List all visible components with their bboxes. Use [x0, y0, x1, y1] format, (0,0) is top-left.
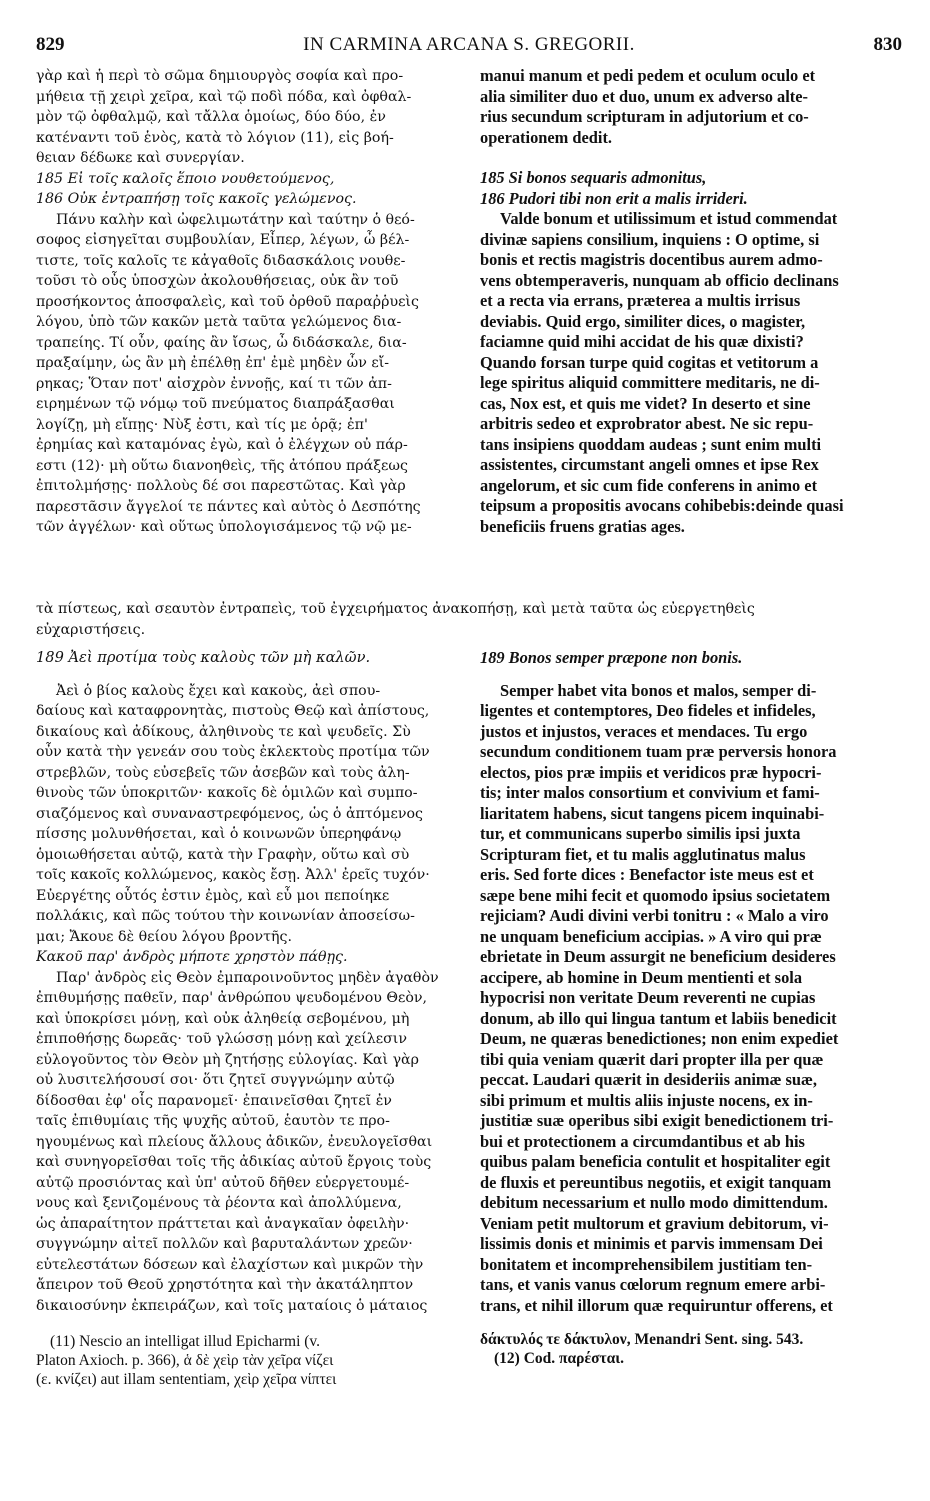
text-line: teipsum a propositis avocans cohibebis:deinde quasi — [480, 496, 844, 515]
running-title: IN CARMINA ARCANA S. GREGORII. — [303, 34, 635, 55]
text-line: ἐπιθυμήσῃς παθεῖν, παρ' ἀνθρώπου ψευδομένου Θεὸν, — [36, 990, 428, 1006]
text-line: sibi primum et multis aliis injuste nocens, ex in- — [480, 1090, 813, 1110]
text-line: ειρημένων τῷ νόμῳ τοῦ πνεύματος διαπράξασθαι — [36, 396, 395, 412]
footnote-line: Platon Axioch. p. 366), ἁ δὲ χεὶρ τὰν χεῖρα νίζει — [36, 1352, 334, 1369]
text-line: δικαιοσύνην ἐκπειράζων, καὶ τοῖς ματαίοις ὁ μάταιος — [36, 1297, 428, 1314]
text-line: κατέναντι τοῦ ἑνὸς, κατὰ τὸ λόγιον (11), εἰς βοή- — [36, 129, 394, 146]
text-line: hypocrisi non veritate Deum reverenti ne cupias — [480, 988, 816, 1007]
text-line: liaritatem habens, sicut tangens picem inquinabi- — [480, 803, 825, 823]
text-line: divinæ sapiens consilium, inquiens : O optime, si — [480, 229, 820, 249]
text-line: τὰ πίστεως, καὶ σεαυτὸν ἐντραπεὶς, τοῦ ἐγχειρήματος ἀνακοπήσῃ, καὶ μετὰ ταῦτα ὡς εὐεργετηθεὶς — [36, 601, 755, 617]
text-line: Scripturam fiet, et tu malis agglutinatus malus — [480, 844, 806, 864]
text-line: τιστε, τοῖς καλοῖς τε κἀγαθοῖς διδασκάλοις νουθε- — [36, 252, 406, 269]
footnote-line: (11) Nescio an intelligat illud Epicharmi (v. — [50, 1333, 321, 1350]
footnotes-right — [480, 1330, 902, 1368]
text-line: γὰρ καὶ ἡ περὶ τὸ σῶμα δημιουργὸς σοφία καὶ προ- — [36, 68, 404, 84]
text-line: καὶ συνηγορεῖσθαι τοῖς τῆς ἀδικίας αὐτοῦ ἔργοις τοὺς — [36, 1154, 432, 1170]
text-line: ἐπιτολμήσῃς· πολλοὺς δέ σοι παρεστῶτας. Καὶ γὰρ — [36, 478, 406, 494]
text-line: ligentes et contemptores, Deo fideles et infideles, — [480, 701, 816, 720]
footnote-line: (ε. κνίζει) aut illam sententiam, χεὶρ χεῖρα νίπτει — [36, 1371, 337, 1388]
text-line: θινοὺς τῶν ὑποκριτῶν· κακοῖς δὲ ὁμιλῶν καὶ συμπο- — [36, 785, 418, 801]
text-line: assistentes, circumstant angeli omnes et ipse Rex — [480, 455, 819, 474]
greek-verse-189-commentary — [36, 681, 466, 948]
text-line: ρηκας; Ὅταν ποτ' αἰσχρὸν ἐννοῇς, καί τι τῶν ἀπ- — [36, 375, 392, 392]
text-line: εστι (12)· μὴ οὕτω διανοηθεὶς, τῆς ἀτόπου πράξεως — [36, 457, 408, 474]
text-line: justitiæ suæ operibus sibi exigit benedictionem tri- — [480, 1111, 834, 1130]
text-line: δαίους καὶ καταφρονητὰς, πιστοὺς Θεῷ καὶ ἀπίστους, — [36, 703, 430, 719]
text-line: δικαίους καὶ ἀδίκους, ἀληθινοὺς τε καὶ ψευδεῖς. Σὺ — [36, 723, 411, 740]
text-line: ἄπειρον τοῦ Θεοῦ χρηστότητα καὶ τὴν ἀκατάληπτον — [36, 1277, 414, 1293]
right-column-lower — [480, 648, 902, 1368]
text-line: νους καὶ ξενιζομένους τὰ ῥέοντα καὶ ἀπολλύμενα, — [36, 1195, 402, 1211]
text-line: ne unquam beneficium accipias. » A viro qui præ — [480, 926, 822, 946]
text-line: σοφος εἰσηγεῖται συμβουλίαν, Εἶπερ, λέγων, ὦ βέλ- — [36, 232, 410, 248]
verse-186-greek: 186 Οὐκ ἐντραπήσῃ τοῖς κακοῖς γελώμενος. — [36, 191, 357, 207]
text-line: εὐτελεστάτων δόσεων καὶ ἐλαχίστων καὶ μικρῶν τὴν — [36, 1256, 424, 1273]
text-line: donum, ab illo qui lingua tantum et labiis benedicit — [480, 1008, 837, 1028]
text-line: μήθεια τῇ χειρὶ χεῖρα, καὶ τῷ ποδὶ πόδα, καὶ ὀφθαλ- — [36, 88, 412, 105]
text-line: λόγου, ὑπὸ τῶν κακῶν μετὰ ταῦτα γελώμενος δια- — [36, 314, 402, 330]
text-line: Valde bonum et utilissimum et istud commendat — [500, 209, 838, 228]
text-line: eris. Sed forte dices : Benefactor iste meus est et — [480, 865, 814, 884]
text-line: justos et injustos, veraces et mendaces. Tu ergo — [480, 721, 808, 741]
text-line: lissimis donis et minimis et parvis immensam Dei — [480, 1234, 823, 1253]
text-line: συγγνώμην αἰτεῖ πολλῶν καὶ βαρυταλάντων χρεῶν· — [36, 1236, 413, 1252]
text-line: tur, et communicans superbo similis ipsi juxta — [480, 824, 801, 843]
text-line: sæpe bene mihi fecit et quomodo ipsius societatem — [480, 885, 831, 905]
text-line: εὐχαριστήσεις. — [36, 621, 146, 638]
verse-189-greek: 189 Ἀεὶ προτίμα τοὺς καλοὺς τῶν μὴ καλῶν. — [36, 649, 371, 666]
text-line: operationem dedit. — [480, 127, 613, 147]
text-line: πραξαίμην, ὡς ἂν μὴ ἐπέλθῃ ἐπ' ἐμὲ μηδὲν ὧν εἴ- — [36, 355, 390, 371]
text-line: arbitris sedeo et exprobrator abest. Ne sic repu- — [480, 414, 814, 433]
text-line: et a recta via errans, præterea a multis irrisus — [480, 291, 801, 310]
verse-186-latin: 186 Pudori tibi non erit a malis irrideri. — [480, 188, 748, 208]
text-line: παρεστᾶσιν ἄγγελοί τε πάντες καὶ αὐτὸς ὁ Δεσπότης — [36, 498, 421, 515]
text-line: σιαζόμενος καὶ συναναστρεφόμενος, ὡς ὁ ἀπτόμενος — [36, 805, 423, 822]
text-line: οὖν κατὰ τὴν γενεάν σου τοὺς ἐκλεκτοὺς προτίμα τῶν — [36, 744, 430, 760]
text-line: ebrietate in Deum assurgit ne beneficium desideres — [480, 947, 836, 966]
footnote-12: (12) Cod. παρέσται. — [494, 1350, 624, 1367]
left-page-number: 829 — [36, 34, 65, 55]
text-line: πολλάκις, καὶ πῶς τούτου τὴν κοινωνίαν ἀποσείσω- — [36, 908, 415, 924]
text-line: στρεβλῶν, τοὺς εὐσεβεῖς τῶν ἀσεβῶν καὶ τοὺς ἀλη- — [36, 764, 410, 781]
verse-185-latin: 185 Si bonos sequaris admonitus, — [480, 168, 707, 187]
text-line: καὶ ὑποκρίσει μόνῃ, καὶ οὐκ ἀληθείᾳ σεβομένου, μὴ — [36, 1010, 410, 1027]
text-line: δίδοσθαι ἐφ' οἷς παρανομεῖ· ἐπαινεῖσθαι ζητεῖ ἐν — [36, 1092, 392, 1109]
text-line: Quando forsan turpe quid cogitas et vetitorum a — [480, 352, 819, 372]
verse-185-greek: 185 Εἰ τοῖς καλοῖς ἕποιο νουθετούμενος, — [36, 170, 335, 187]
text-line: ταῖς ἐπιθυμίαις τῆς ψυχῆς αὐτοῦ, ἑαυτὸν τε προ- — [36, 1113, 390, 1129]
text-line: Εὐεργέτης οὗτός ἐστιν ἐμὸς, καὶ εὖ μοι πεποίηκε — [36, 887, 390, 904]
text-line: accipere, ab homine in Deum mentienti et sola — [480, 967, 803, 987]
text-line: alia similiter duo et duo, unum ex adverso alte- — [480, 86, 808, 106]
latin-verse-189-commentary — [480, 681, 902, 1317]
text-line: trans, et nihil illorum quæ requiruntur offerens, et — [480, 1295, 833, 1315]
text-line: τοῖς κακοῖς κολλώμενος, κακὸς ἔσῃ. Ἀλλ' ἐρεῖς τυχόν· — [36, 867, 430, 883]
text-line: προσήκοντος ἀποσφαλεὶς, καὶ τοῦ ὀρθοῦ παραῤῥυεὶς — [36, 293, 419, 310]
latin-intro-paragraph — [480, 66, 902, 148]
text-line: ὁμοιωθήσεται αὐτῷ, κατὰ τὴν Γραφὴν, οὕτω καὶ σὺ — [36, 846, 410, 863]
text-line: quibus palam beneficia contulit et hospitaliter egit — [480, 1152, 831, 1171]
text-line: ηγουμένως καὶ πλείους ἄλλους ἀδικῶν, ἐνευλογεῖσθαι — [36, 1133, 433, 1150]
text-line: ἐρημίας καὶ καταμόνας ἐγὼ, καὶ ὁ ἐλέγχων οὐ πάρ- — [36, 437, 408, 453]
text-line: secundum conditionem tuam præ perversis honora — [480, 742, 837, 761]
text-line: αὐτῷ προσιόντας καὶ ὑπ' αὐτοῦ δῆθεν εὐεργετουμέ- — [36, 1174, 410, 1191]
text-line: electos, pios præ impiis et veridicos præ hypocri- — [480, 762, 822, 782]
text-line: Παρ' ἀνδρὸς εἰς Θεὸν ἐμπαροινοῦντος μηδὲν ἀγαθὸν — [56, 969, 439, 986]
greek-commentary-paragraph — [36, 210, 466, 538]
text-line: tibi quia veniam quærit dari propter illa per quæ — [480, 1049, 824, 1069]
verse-189-latin: 189 Bonos semper præpone non bonis. — [480, 648, 743, 667]
text-line: bui et protectionem a circumdantibus et ab his — [480, 1131, 805, 1151]
text-line: angelorum, et sic cum fide conferens in animo et — [480, 475, 818, 495]
text-line: de fluxis et pereuntibus negotiis, et exigit tanquam — [480, 1172, 832, 1192]
text-line: beneficiis fruens gratias ages. — [480, 516, 685, 536]
text-line: lege spiritus aliquid committere meditaris, ne di- — [480, 373, 820, 392]
text-line: τοῦσι τὸ οὖς ὑποσχὼν ἀκολουθήσειας, οὐκ ἂν τοῦ — [36, 273, 399, 289]
text-line: faciamne quid mihi accidat de his quæ dixisti? — [480, 332, 804, 351]
text-line: deviabis. Quid ergo, similiter dices, o magister, — [480, 311, 806, 331]
text-line: bonis et rectis magistris docentibus aurem admo- — [480, 250, 823, 269]
right-page-number: 830 — [873, 34, 902, 55]
text-line: cas, Nox est, et quis me videt? In deserto et sine — [480, 393, 811, 413]
footnote-11-continuation: δάκτυλός τε δάκτυλον, Menandri Sent. sing. 543. — [480, 1331, 804, 1348]
left-column-upper — [36, 66, 466, 538]
text-line: Ἀεὶ ὁ βίος καλοὺς ἔχει καὶ κακοὺς, ἀεὶ σπου- — [56, 682, 381, 699]
text-line: πίσσης μολυνθήσεται, καὶ ὁ κοινωνῶν ὑπερηφάνῳ — [36, 826, 402, 842]
text-line: ὡς ἀπαραίτητον πράττεται καὶ ἀναγκαῖαν ὀφειλὴν· — [36, 1215, 410, 1232]
text-line: Πάνυ καλὴν καὶ ὠφελιμωτάτην καὶ ταύτην ὁ θεό- — [56, 211, 415, 228]
text-line: bonitatem et incomprehensibilem justitiam ten- — [480, 1254, 813, 1274]
text-line: Deum, ne quæras benedictiones; non enim expediet — [480, 1029, 839, 1048]
text-line: vens obtemperaveris, nunquam ab officio declinans — [480, 270, 839, 290]
full-width-continuation — [36, 599, 902, 640]
footnote-11 — [36, 1332, 466, 1389]
text-line: Veniam petit multorum et gravium debitorum, vi- — [480, 1213, 829, 1233]
text-line: tans insipiens quoddam audeas ; sunt enim multi — [480, 434, 822, 454]
left-column-lower — [36, 648, 466, 1389]
text-line: rius secundum scripturam in adjutorium et co- — [480, 107, 809, 126]
greek-maxim-commentary — [36, 968, 466, 1317]
running-header — [36, 34, 902, 56]
text-line: debitum necessarium et nullo modo dimittendum. — [480, 1193, 828, 1212]
text-line: Semper habet vita bonos et malos, semper di- — [500, 680, 817, 700]
text-line: μαι; Ἄκουε δὲ θείου λόγου βροντῆς. — [36, 928, 292, 945]
greek-intro-paragraph — [36, 66, 466, 169]
text-line: μὸν τῷ ὀφθαλμῷ, καὶ τἄλλα ὁμοίως, δύο δύο, ἐν — [36, 109, 386, 125]
greek-quoted-maxim: Κακοῦ παρ' ἀνδρὸς μήποτε χρηστὸν πάθῃς. — [36, 949, 348, 965]
text-line: tans, et vanis vanus cœlorum regnum emere arbi- — [480, 1275, 826, 1294]
text-line: rejiciam? Audi divini verbi tonitru : « Malo a viro — [480, 906, 829, 925]
text-line: εὐλογοῦντος τὸν Θεὸν μὴ ζητήσῃς εὐλογίας. Καὶ γὰρ — [36, 1051, 419, 1068]
text-line: οὐ λυσιτελήσουσί σοι· ὅτι ζητεῖ συγγνώμην αὐτῷ — [36, 1072, 395, 1088]
text-line: τῶν ἀγγέλων· καὶ οὕτως ὑπολογισάμενος τῷ νῷ με- — [36, 519, 412, 535]
text-line: λογίζῃ, μὴ εἴπῃς· Νὺξ ἐστι, καὶ τίς με ὁρᾷ; ἐπ' — [36, 416, 368, 433]
latin-commentary-paragraph — [480, 209, 902, 537]
text-line: ἐπιποθήσῃς δωρεᾶς· τοῦ γλώσσῃ μόνῃ καὶ χείλεσιν — [36, 1031, 407, 1047]
text-line: θειαν δέδωκε καὶ συνεργίαν. — [36, 150, 245, 166]
text-line: tis; inter malos consortium et convivium et fami- — [480, 783, 820, 802]
text-line: manui manum et pedi pedem et oculum oculo et — [480, 66, 816, 85]
text-line: peccat. Laudari quærit in desideriis animæ suæ, — [480, 1070, 817, 1089]
text-line: τραπείης. Τί οὖν, φαίης ἂν ἴσως, ὦ διδάσκαλε, δια- — [36, 334, 407, 351]
right-column-upper — [480, 66, 902, 537]
